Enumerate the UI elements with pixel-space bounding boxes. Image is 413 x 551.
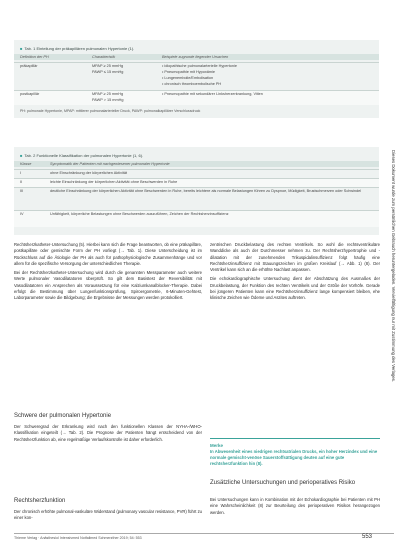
table-header-cell: Charakteristik: [92, 55, 116, 59]
right-column-end: [210, 497, 380, 519]
footer-divider: [14, 533, 394, 534]
table-header-cell: Klasse: [20, 162, 32, 166]
paragraph: Der chronisch erhöhte pulmonal-vaskuläre Widerstand (pulmonary vascular resistance, PVR) führt zu einer kon-: [14, 509, 202, 521]
table-row: III deutliche Einschränkung der körperlichen Aktivität ohne Beschwerden in Ruhe, bereits leichtere als normale Belastungen führen zu Dyspnoe, Müdigkeit, Brustschmerzen oder Schwindel: [14, 187, 379, 210]
note-text: In Abwesenheit eines niedrigen rechtsatrialen Drucks, ein hoher Herzindex und eine normale gemischt-venöse Sauerstoffsättigung deuten auf eine gute rechtsherzfunktion hin (8).: [210, 449, 378, 466]
table-row: I ohne Einschränkung der körperlichen Aktivität: [14, 169, 379, 178]
table-header-cell: Beispiele zugrunde liegender Ursachen: [162, 55, 229, 59]
table-2-header: [14, 161, 379, 167]
table-row: postkapillär MPAP ≥ 25 mmHg PAWP > 15 mmHg • Pneumopathie mit sekundärer Linksherzerkrankung, Vitien: [14, 90, 379, 105]
note-title: Merke: [210, 443, 224, 448]
paragraph: Bei der Rechtsherzkatheter-Untersuchung wird durch die genannten Messparameter auch weitere Werte pulmonaler Vasodilatatoren überprüft. So gilt dem Basistest der Reversibilität mit Vasodilatatoren ein Ansprechen als Voraussetzung für eine Kalziumkanalblocker-Therapie. Dabei erfolgt die Bestimmung über Lungenfunktionsprüfung, Spiroergometrie, 6-Minuten-Gehtest, Laborparameter sowie die Bildgebung; die Ergebnisse der Messungen werden protokolliert.: [14, 270, 202, 301]
merke-box: [210, 443, 380, 467]
table-marker-icon: ■: [20, 153, 23, 158]
section-heading: Schwere der pulmonalen Hypertonie: [14, 413, 112, 419]
sidebar-copyright: [384, 150, 398, 480]
paragraph: Der Schweregrad der Erkrankung wird nach den funktionellen Klassen der NYHA-/WHO-Klassifikation eingeteilt (→ Tab. 2). Die Prognose der Patienten hängt entscheidend von der Rechtsherzfunktion ab, eine regelmäßige Verlaufskontrolle ist daher erforderlich.: [14, 424, 202, 442]
left-column: [14, 242, 202, 305]
footer-citation: Thieme Verlag · Anästhesiol Intensivmed Notfallmed Schmerzther 2019; 54: 553: [14, 536, 142, 540]
table-row: IV Unfähigkeit, körperliche Belastungen ohne Beschwerden auszuführen, Zeichen der Rechtsherzinsuffizienz: [14, 210, 379, 227]
paragraph: Bei Untersuchungen kann in Kombination mit der Echokardiographie bei Patienten mit PH eine Wahrscheinlichkeit (8) zur Beurteilung des perioperativen Risikos herangezogen werden.: [210, 497, 380, 515]
note-divider: [210, 438, 380, 439]
table-2-caption: ■ Tab. 2 Funktionelle Klassifikation der pulmonalen Hypertonie (1, 6).: [20, 153, 144, 158]
right-column: [210, 242, 380, 305]
table-header-cell: Definition der PH: [20, 55, 49, 59]
section-heading: Rechtsherzfunktion: [14, 498, 66, 504]
paragraph: zentrischen Druckbelastung des rechten Ventrikels. So wohl die rechtsventrikuläre Wanddicke als auch der Durchmesser nehmen zu. Der Rechtsherzhypertrophie und -dilatation mit der zunehmenden Trikuspidalinsuffizienz folgt häufig eine Rechtsherzinsuffizienz mit Stauungszeichen im großen Kreislauf (→ Abb. 1) (8). Der Ventrikel kann sich an die erhöhte Nachlast anpassen.: [210, 242, 380, 273]
table-1-header: [14, 54, 379, 60]
left-column-cont: [14, 424, 202, 446]
paragraph: Rechtsherzkatheter-Untersuchung (5). Hierbei kann sich die Frage beantworten, ob eine präkapilläre, postkapilläre oder gemischte Form der PH vorliegt (→ Tab. 1). Diese Unterscheidung ist im Rückschluss auf die Ätiologie der PH als auch für pathophysiologische Zusammenhänge und vor allem für die spezifische Versorgung der unterschiedlichen Therapie.: [14, 242, 202, 266]
page-number: 553: [362, 534, 373, 540]
sidebar-copyright-text: Dieses Dokument wurde zum persönlichen Gebrauch heruntergeladen. Vervielfältigung nur mit Zustimmung des Verlages.: [391, 150, 396, 383]
table-header-cell: Symptomatik der Patienten mit nachgewiesener pulmonaler Hypertonie: [50, 162, 170, 166]
table-row: II leichte Einschränkung der körperlichen Aktivität ohne Beschwerden in Ruhe: [14, 178, 379, 187]
table-row: präkapillär MPAP ≥ 25 mmHg PAWP ≤ 15 mmHg • idiopathische pulmonalarterielle Hypertonie • Pneumopathie mit Hypoxämie • Lungenembolie/Embolisation • chronisch thromboembolische PH: [14, 62, 379, 89]
section-heading: Zusätzliche Untersuchungen und perioperatives Risiko: [210, 480, 356, 486]
paragraph: Die echokardiographische Untersuchung dient der Abschätzung des Ausmaßes der Druckbelastung, der Funktion des rechten Ventrikels und der Größe der Vorhöfe. Gerade bei jüngeren Patienten kann eine Rechtsherzinsuffizienz lange kompensiert bleiben, ehe klinische Zeichen wie Ödeme und Aszites auftreten.: [210, 276, 380, 301]
table-2: [14, 147, 379, 235]
left-column-end: [14, 509, 202, 525]
table-footnote: PH: pulmonale Hypertonie, MPAP: mittlerer pulmonalarterieller Druck, PAWP: pulmonalkapillärer Verschlussdruck: [20, 109, 201, 113]
table-marker-icon: ■: [20, 46, 23, 51]
table-1: [14, 40, 379, 118]
table-1-caption: ■ Tab. 1 Einteilung der präkapillären pulmonalen Hypertonie (1).: [20, 46, 135, 51]
